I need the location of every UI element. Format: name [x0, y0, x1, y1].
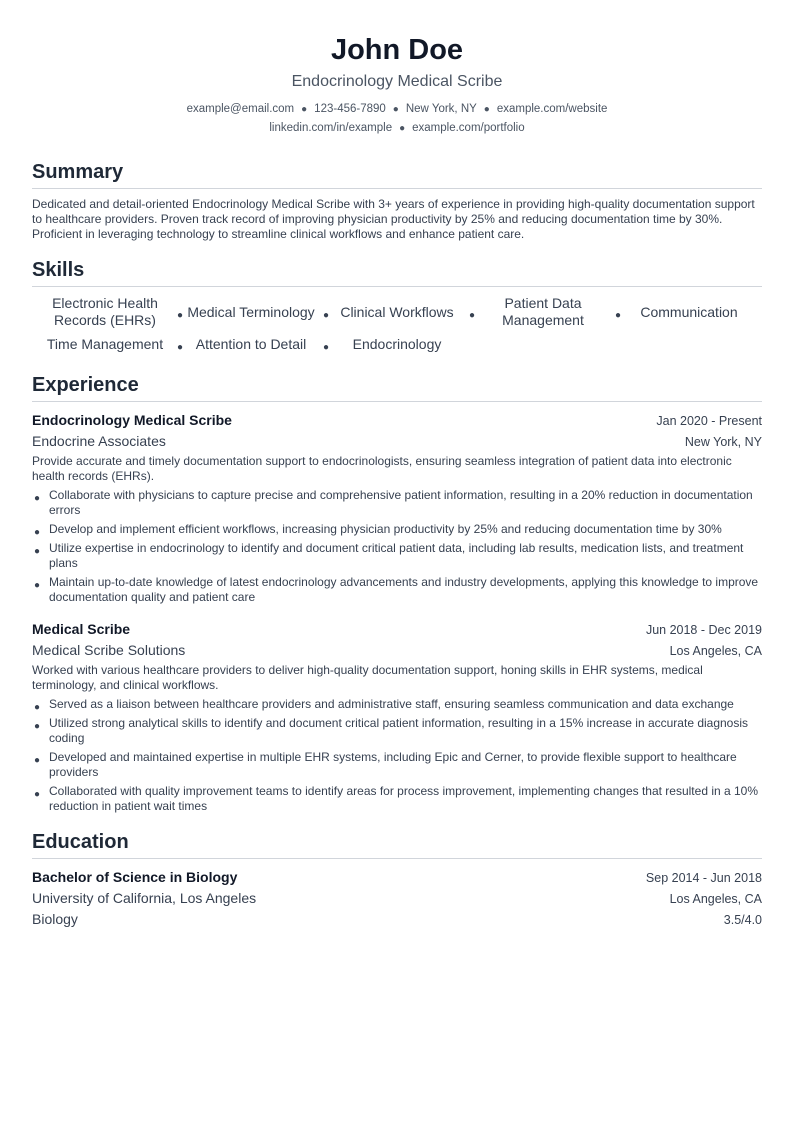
bullet-item	[32, 541, 762, 571]
job-header-row	[32, 410, 762, 431]
resume-header	[32, 32, 762, 138]
bullet-dot: ●	[34, 721, 41, 732]
job-dates: Jan 2020 - Present	[656, 414, 762, 428]
separator-dot: ●	[468, 309, 475, 321]
separator-dot: ●	[614, 309, 621, 321]
bullet-item	[32, 522, 762, 537]
separator-dot: ●	[322, 309, 329, 321]
summary-section	[32, 160, 762, 242]
bullet-dot: ●	[34, 527, 41, 538]
job-entry	[32, 410, 762, 605]
bullet-item	[32, 750, 762, 780]
job-dates: Jun 2018 - Dec 2019	[645, 623, 762, 637]
linkedin-link[interactable]: linkedin.com/in/example	[269, 122, 393, 134]
candidate-title: Endocrinology Medical Scribe	[291, 73, 503, 90]
education-degree-row	[32, 867, 762, 888]
education-dates: Sep 2014 - Jun 2018	[645, 871, 762, 885]
bullet-dot: ●	[34, 493, 41, 504]
skill-label: Medical Terminology	[187, 303, 315, 320]
skill-label: Patient Data Management	[502, 295, 584, 328]
job-location: Los Angeles, CA	[669, 644, 762, 658]
skills-grid	[32, 295, 762, 355]
skill-label: Attention to Detail	[195, 335, 307, 352]
resume-page	[32, 0, 762, 930]
location-text: New York, NY	[405, 103, 477, 115]
skill-label: Endocrinology	[352, 335, 442, 352]
skill-label: Electronic Health Records (EHRs)	[52, 295, 158, 328]
bullet-dot: ●	[34, 702, 41, 713]
bullet-item	[32, 784, 762, 814]
skill-label: Time Management	[46, 335, 164, 352]
skill-item	[178, 295, 329, 329]
separator-dot: ●	[392, 104, 399, 115]
skill-item	[324, 295, 475, 329]
experience-section	[32, 373, 762, 814]
gpa: 3.5/4.0	[723, 913, 762, 927]
bullet-item	[32, 575, 762, 605]
website-link[interactable]: example.com/website	[496, 103, 608, 115]
separator-dot: ●	[483, 104, 490, 115]
job-description: Provide accurate and timely documentation support to endocrinologists, ensuring seamless integration of patient data into electronic health records (EHRs).	[32, 454, 732, 483]
bullet-text: Collaborate with physicians to capture precise and comprehensive patient information, resulting in a 20% reduction in documentation errors	[49, 488, 753, 517]
contact-line-1	[32, 100, 762, 119]
bullet-text: Develop and implement efficient workflows, increasing physician productivity by 25% and reducing documentation time by 30%	[49, 522, 722, 536]
job-company-row	[32, 431, 762, 452]
bullet-text: Developed and maintained expertise in multiple EHR systems, including Epic and Cerner, to provide flexible support to healthcare providers	[49, 750, 737, 779]
skill-item	[470, 295, 621, 329]
skill-item	[32, 333, 183, 355]
separator-dot: ●	[322, 341, 329, 353]
bullet-dot: ●	[34, 755, 41, 766]
separator-dot: ●	[399, 123, 406, 134]
education-field-row	[32, 909, 762, 930]
job-bullets	[32, 697, 762, 814]
skill-label: Clinical Workflows	[340, 303, 454, 320]
school-location: Los Angeles, CA	[669, 892, 762, 906]
skills-section	[32, 258, 762, 355]
skill-item	[32, 295, 183, 329]
email-link[interactable]: example@email.com	[186, 103, 295, 115]
skills-heading: Skills	[32, 258, 762, 287]
education-heading: Education	[32, 830, 762, 859]
company-name: Endocrine Associates	[32, 433, 166, 449]
job-description: Worked with various healthcare providers to deliver high-quality documentation support, honing skills in EHR systems, medical terminology, and clinical workflows.	[32, 663, 703, 692]
separator-dot: ●	[301, 104, 308, 115]
job-company-row	[32, 640, 762, 661]
bullet-dot: ●	[34, 789, 41, 800]
education-section	[32, 830, 762, 930]
skill-item	[178, 333, 329, 355]
job-bullets	[32, 488, 762, 605]
bullet-item	[32, 697, 762, 712]
bullet-text: Utilized strong analytical skills to identify and document critical patient information, resulting in a 15% increase in accurate diagnosis coding	[49, 716, 749, 745]
field-of-study: Biology	[32, 911, 78, 927]
contact-info	[32, 100, 762, 138]
bullet-text: Utilize expertise in endocrinology to identify and document critical patient data, including lab results, medication lists, and treatment plans	[49, 541, 744, 570]
separator-dot: ●	[176, 309, 183, 321]
bullet-text: Served as a liaison between healthcare providers and administrative staff, ensuring seamless communication and data exchange	[49, 697, 734, 711]
job-title: Medical Scribe	[32, 621, 131, 637]
skill-item	[324, 333, 470, 355]
company-name: Medical Scribe Solutions	[32, 642, 186, 658]
job-location: New York, NY	[684, 435, 762, 449]
skill-item	[616, 295, 762, 329]
experience-heading: Experience	[32, 373, 762, 402]
job-entry	[32, 619, 762, 814]
contact-line-2	[32, 119, 762, 138]
portfolio-link[interactable]: example.com/portfolio	[412, 122, 525, 134]
bullet-dot: ●	[34, 580, 41, 591]
bullet-item	[32, 716, 762, 746]
bullet-text: Maintain up-to-date knowledge of latest endocrinology advancements and industry developments, applying this knowledge to improve documentation quality and patient care	[49, 575, 759, 604]
summary-heading: Summary	[32, 160, 762, 189]
job-header-row	[32, 619, 762, 640]
bullet-item	[32, 488, 762, 518]
bullet-dot: ●	[34, 546, 41, 557]
candidate-name: John Doe	[330, 34, 464, 66]
degree-name: Bachelor of Science in Biology	[32, 869, 238, 885]
separator-dot: ●	[176, 341, 183, 353]
phone-number[interactable]: 123-456-7890	[314, 103, 386, 115]
education-school-row	[32, 888, 762, 909]
job-title: Endocrinology Medical Scribe	[32, 412, 232, 428]
skill-label: Communication	[640, 303, 738, 320]
summary-text: Dedicated and detail-oriented Endocrinology Medical Scribe with 3+ years of experience in providing high-quality documentation support to healthcare providers. Proven track record of improving physician productivity by 25% and reducing documentation time by 30%. Proficient in leveraging technology to streamline clinical workflows and enhance patient care.	[32, 197, 755, 241]
school-name: University of California, Los Angeles	[32, 890, 257, 906]
bullet-text: Collaborated with quality improvement teams to identify areas for process improvement, implementing changes that resulted in a 10% reduction in patient wait times	[49, 784, 759, 813]
